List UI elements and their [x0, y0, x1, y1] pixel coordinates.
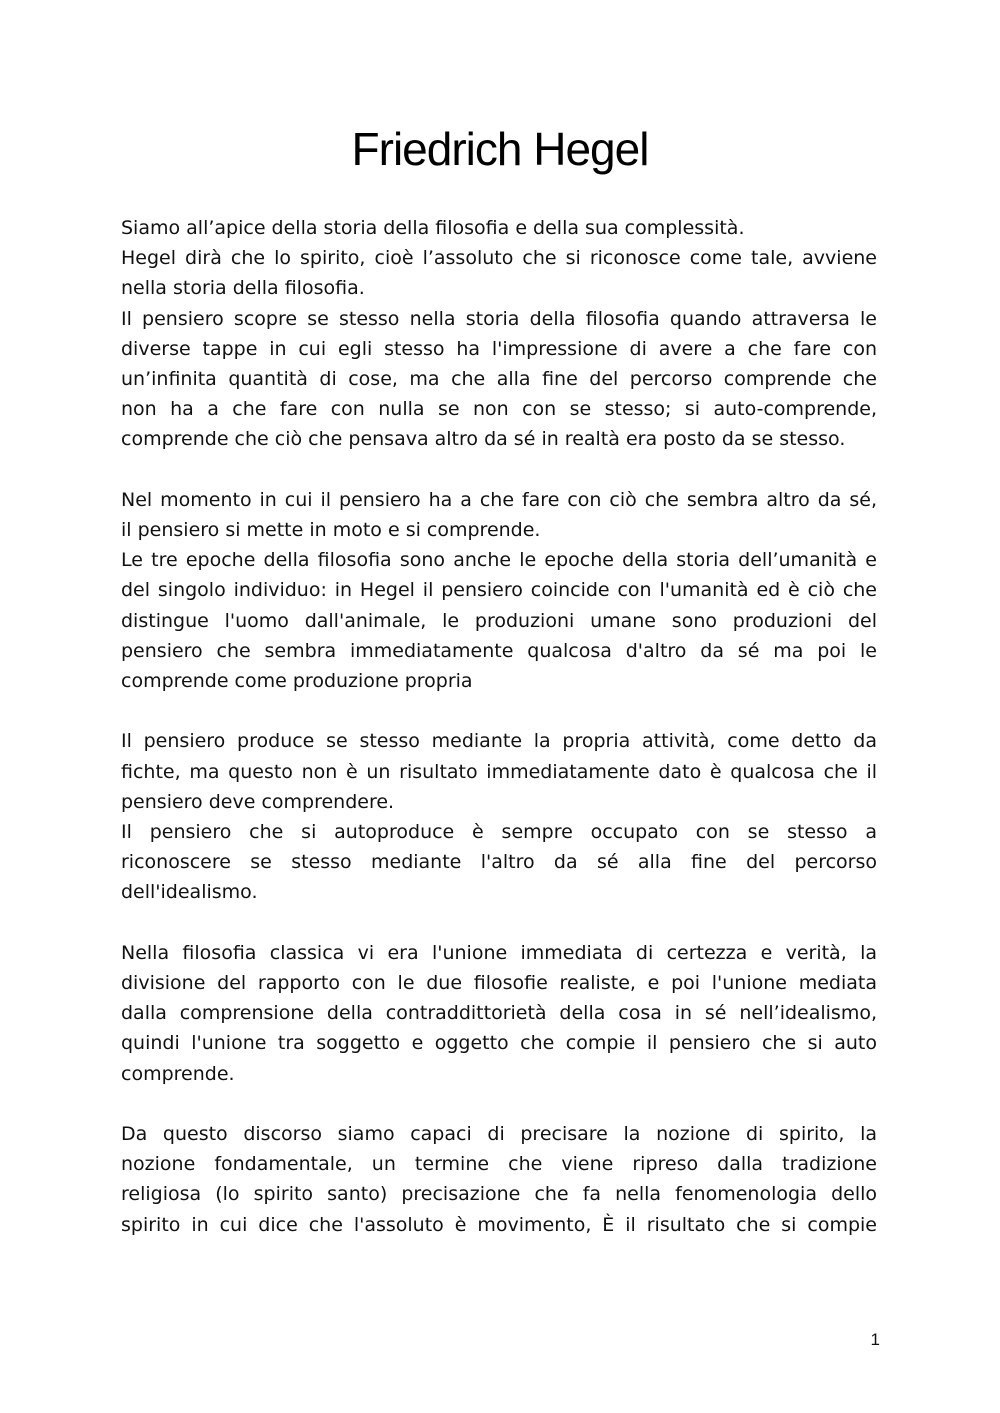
- text-line: diverse tappe in cui egli stesso ha l'impressione di avere a che fare con: [121, 337, 877, 360]
- text-line: Il pensiero produce se stesso mediante la propria attività, come detto da: [121, 730, 877, 753]
- page-number: 1: [870, 1330, 880, 1349]
- text-line: distingue l'uomo dall'animale, le produzioni umane sono produzioni del: [121, 609, 877, 632]
- text-line: fichte, ma questo non è un risultato immediatamente dato è qualcosa che il: [121, 760, 877, 783]
- text-line: pensiero deve comprendere.: [121, 790, 395, 813]
- text-line: spirito in cui dice che l'assoluto è movimento, È il risultato che si compie: [121, 1213, 877, 1236]
- paragraph: [121, 1119, 877, 1240]
- text-line: Il pensiero scopre se stesso nella storia della filosofia quando attraversa le: [121, 307, 877, 330]
- paragraph-spacer: [121, 455, 877, 485]
- text-line: pensiero che sembra immediatamente qualcosa d'altro da sé ma poi le: [121, 639, 877, 662]
- text-line: divisione del rapporto con le due filosofie realiste, e poi l'unione mediata: [121, 972, 877, 995]
- paragraph: [121, 545, 877, 696]
- text-line: comprende come produzione propria: [121, 670, 473, 693]
- text-line: Le tre epoche della filosofia sono anche le epoche della storia dell’umanità e: [121, 549, 877, 572]
- text-line: Nella filosofia classica vi era l'unione immediata di certezza e verità, la: [121, 941, 877, 964]
- body-text: [121, 213, 877, 1240]
- text-line: comprende.: [121, 1062, 235, 1085]
- paragraph-spacer: [121, 908, 877, 938]
- paragraph: [121, 304, 877, 455]
- text-line: non ha a che fare con nulla se non con se stesso; si auto-comprende,: [121, 398, 877, 421]
- text-line: dalla comprensione della contraddittorietà della cosa in sé nell’idealismo,: [121, 1002, 877, 1025]
- text-line: Hegel dirà che lo spirito, cioè l’assoluto che si riconosce come tale, avviene: [121, 247, 877, 270]
- text-line: riconoscere se stesso mediante l'altro da sé alla fine del percorso: [121, 851, 877, 874]
- text-line: Nel momento in cui il pensiero ha a che fare con ciò che sembra altro da sé,: [121, 488, 877, 511]
- text-line: nozione fondamentale, un termine che viene ripreso dalla tradizione: [121, 1153, 877, 1176]
- text-line: il pensiero si mette in moto e si comprende.: [121, 519, 541, 542]
- paragraph: [121, 817, 877, 908]
- text-line: dell'idealismo.: [121, 881, 258, 904]
- page-title: Friedrich Hegel: [351, 123, 649, 175]
- text-line: Da questo discorso siamo capaci di precisare la nozione di spirito, la: [121, 1123, 877, 1146]
- text-line: del singolo individuo: in Hegel il pensiero coincide con l'umanità ed è ciò che: [121, 579, 877, 602]
- paragraph: [121, 213, 877, 243]
- paragraph: [121, 938, 877, 1089]
- paragraph: [121, 726, 877, 817]
- text-line: religiosa (lo spirito santo) precisazione che fa nella fenomenologia dello: [121, 1183, 877, 1206]
- text-line: Il pensiero che si autoproduce è sempre occupato con se stesso a: [121, 821, 877, 844]
- text-line: un’infinita quantità di cose, ma che alla fine del percorso comprende che: [121, 368, 877, 391]
- text-line: nella storia della filosofia.: [121, 277, 365, 300]
- paragraph: [121, 243, 877, 303]
- paragraph: [121, 485, 877, 545]
- text-line: Siamo all’apice della storia della filosofia e della sua complessità.: [121, 217, 745, 239]
- text-line: comprende che ciò che pensava altro da sé in realtà era posto da se stesso.: [121, 428, 846, 451]
- paragraph-spacer: [121, 696, 877, 726]
- text-line: quindi l'unione tra soggetto e oggetto che compie il pensiero che si auto: [121, 1032, 877, 1055]
- paragraph-spacer: [121, 1089, 877, 1119]
